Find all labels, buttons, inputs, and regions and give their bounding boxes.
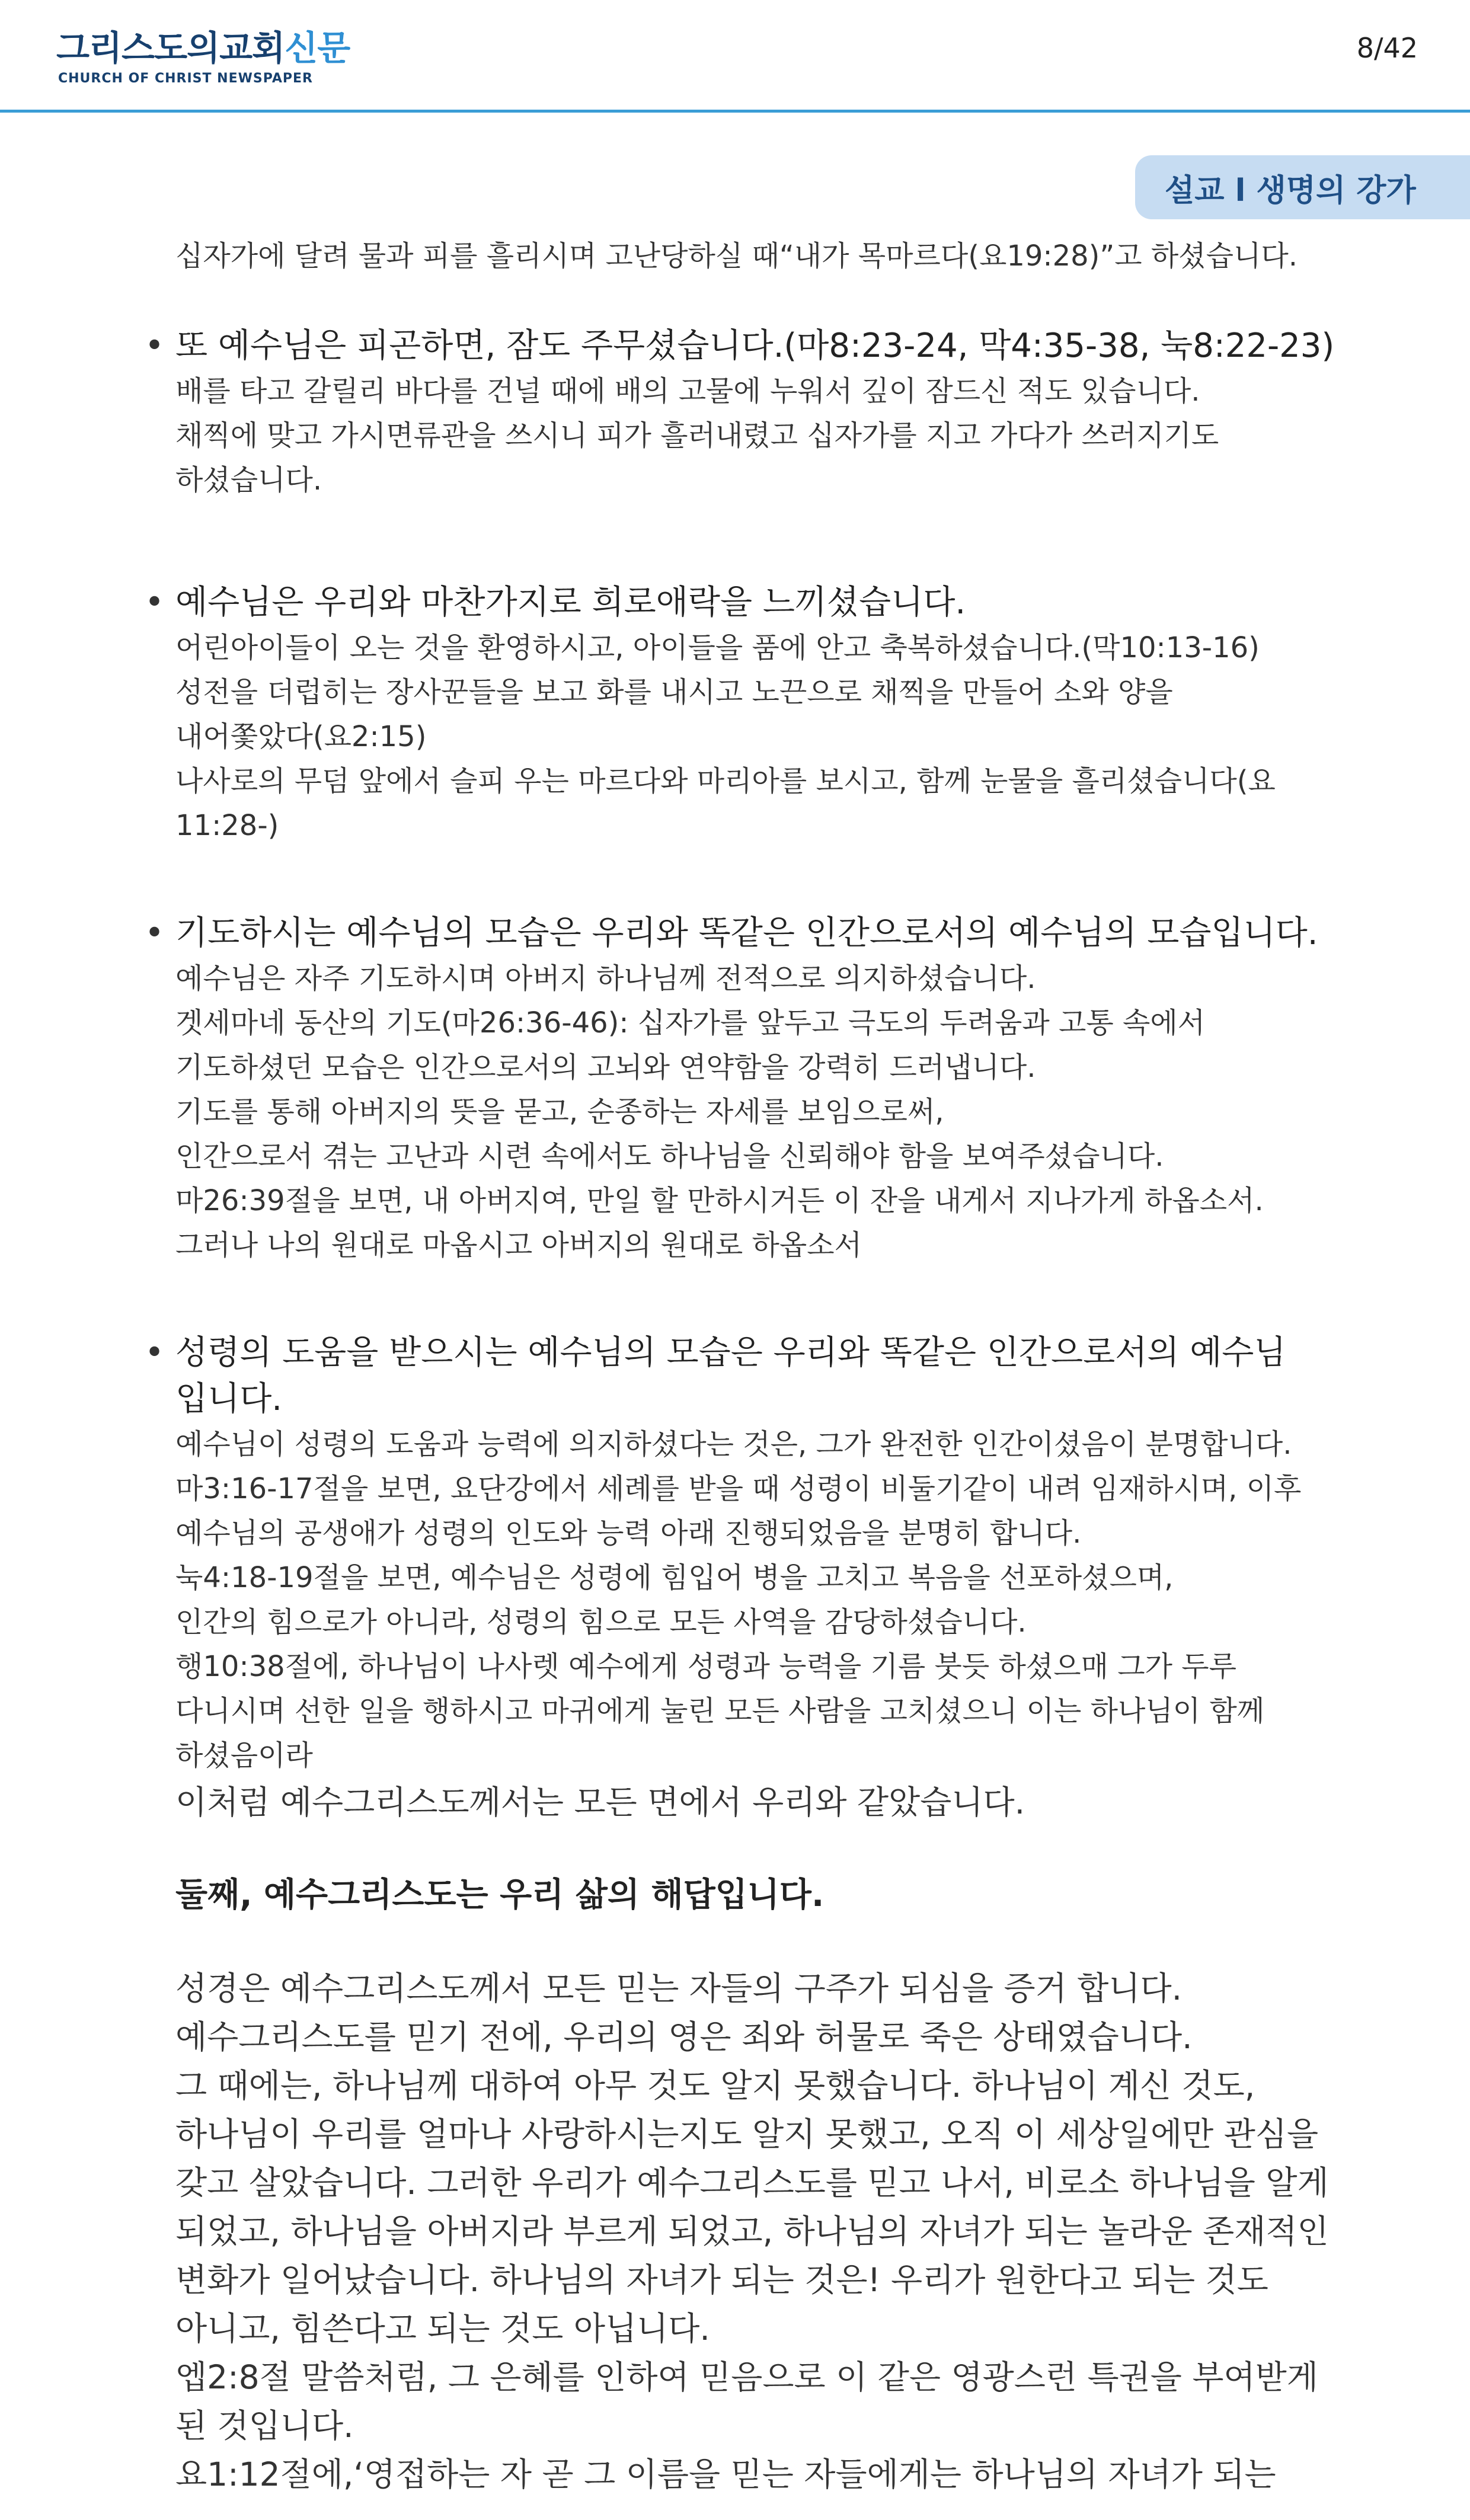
body-line: 예수그리스도를 믿기 전에, 우리의 영은 죄와 허물로 죽은 상태였습니다.: [175, 2018, 1193, 2056]
bullet-section: [175, 323, 1335, 503]
text-line: 하셨음이라: [175, 1739, 313, 1772]
bullet-heading: • 성령의 도움을 받으시는 예수님의 모습은 우리와 똑같은 인간으로서의 예수님: [175, 1330, 1302, 1376]
text-line: 행10:38절에, 하나님이 나사렛 예수에게 성령과 능력을 기름 붓듯 하셨으매 그가 두루: [175, 1650, 1236, 1683]
body-line: 아니고, 힘쓴다고 되는 것도 아닙니다.: [175, 2310, 710, 2348]
text-line: 예수님은 자주 기도하시며 아버지 하나님께 전적으로 의지하셨습니다.: [175, 962, 1036, 995]
section-heading: 둘째, 예수그리스도는 우리 삶의 해답입니다.: [175, 1876, 825, 1914]
text-line: 기도하셨던 모습은 인간으로서의 고뇌와 연약함을 강력히 드러냅니다.: [175, 1051, 1036, 1084]
newspaper-logo[interactable]: [56, 28, 350, 68]
body-line: 되었고, 하나님을 아버지라 부르게 되었고, 하나님의 자녀가 되는 놀라운 존재적인: [175, 2212, 1329, 2250]
text-line: 마26:39절을 보면, 내 아버지여, 만일 할 만하시거든 이 잔을 내게서 지나가게 하옵소서.: [175, 1184, 1264, 1217]
text-line: 그러나 나의 원대로 마옵시고 아버지의 원대로 하옵소서: [175, 1229, 862, 1262]
bullet-section: [175, 910, 1318, 1268]
text-line: 다니시며 선한 일을 행하시고 마귀에게 눌린 모든 사람을 고치셨으니 이는 하나님이 함께: [175, 1694, 1265, 1728]
text-line: 하셨습니다.: [175, 463, 322, 497]
body-line: 된 것입니다.: [175, 2407, 354, 2445]
bullet-heading-continued: 입니다.: [175, 1380, 283, 1418]
text-line: 내어쫓았다(요2:15): [175, 720, 427, 753]
body-line: 성경은 예수그리스도께서 모든 믿는 자들의 구주가 되심을 증거 합니다.: [175, 1969, 1183, 2007]
body-line: 그 때에는, 하나님께 대하여 아무 것도 알지 못했습니다. 하나님이 계신 것도,: [175, 2067, 1255, 2105]
logo-korean-accent: 신문: [285, 28, 350, 68]
body-line: 하나님이 우리를 얼마나 사랑하시는지도 알지 못했고, 오직 이 세상일에만 관심을: [175, 2115, 1319, 2153]
conclusion-line: 이처럼 예수그리스도께서는 모든 면에서 우리와 같았습니다.: [175, 1783, 1025, 1821]
body-line: 엡2:8절 말씀처럼, 그 은혜를 인하여 믿음으로 이 같은 영광스런 특권을 부여받게: [175, 2358, 1318, 2396]
text-line: 인간의 힘으로가 아니라, 성령의 힘으로 모든 사역을 감당하셨습니다.: [175, 1606, 1027, 1639]
text-line: 어린아이들이 오는 것을 환영하시고, 아이들을 품에 안고 축복하셨습니다.(막10:13-16): [175, 631, 1260, 664]
text-line: 배를 타고 갈릴리 바다를 건널 때에 배의 고물에 누워서 깊이 잠드신 적도 있습니다.: [175, 375, 1200, 408]
body-line: 갖고 살았습니다. 그러한 우리가 예수그리스도를 믿고 나서, 비로소 하나님을 알게: [175, 2164, 1329, 2202]
bullet-section: [175, 580, 1302, 848]
body-paragraph: [175, 1964, 1329, 2499]
text-line: 11:28-): [175, 809, 279, 842]
logo-korean-main: 그리스도의교회: [56, 28, 285, 68]
text-line: 눅4:18-19절을 보면, 예수님은 성령에 힘입어 병을 고치고 복음을 선포하셨으며,: [175, 1561, 1174, 1594]
text-line: 채찍에 맞고 가시면류관을 쓰시니 피가 흘러내렸고 십자가를 지고 가다가 쓰러지기도: [175, 419, 1219, 452]
article-body: [175, 234, 1335, 2499]
bullet-heading: • 기도하시는 예수님의 모습은 우리와 똑같은 인간으로서의 예수님의 모습입니다.: [175, 910, 1302, 957]
text-line: 나사로의 무덤 앞에서 슬피 우는 마르다와 마리아를 보시고, 함께 눈물을 흘리셨습니다(요: [175, 765, 1276, 798]
bullet-heading: • 예수님은 우리와 마찬가지로 희로애락을 느끼셨습니다.: [175, 580, 1302, 626]
logo-english: CHURCH OF CHRIST NEWSPAPER: [58, 71, 313, 86]
bullet-section: [175, 1330, 1302, 1778]
text-line: 성전을 더럽히는 장사꾼들을 보고 화를 내시고 노끈으로 채찍을 만들어 소와 양을: [175, 676, 1173, 709]
page-number: 8/42: [1356, 32, 1418, 64]
text-line: 예수님이 성령의 도움과 능력에 의지하셨다는 것은, 그가 완전한 인간이셨음이 분명합니다.: [175, 1428, 1292, 1461]
text-line: 겟세마네 동산의 기도(마26:36-46): 십자가를 앞두고 극도의 두려움과 고통 속에서: [175, 1006, 1206, 1040]
body-line: 변화가 일어났습니다. 하나님의 자녀가 되는 것은! 우리가 원한다고 되는 것도: [175, 2261, 1268, 2299]
text-line: 기도를 통해 아버지의 뜻을 묻고, 순종하는 자세를 보임으로써,: [175, 1095, 944, 1128]
page-header: [0, 0, 1470, 113]
text-line: 마3:16-17절을 보면, 요단강에서 세례를 받을 때 성령이 비둘기같이 내려 임재하시며, 이후: [175, 1472, 1302, 1505]
bullet-heading: • 또 예수님은 피곤하면, 잠도 주무셨습니다.(마8:23-24, 막4:35-38, 눅8:22-23): [175, 323, 1302, 369]
text-line: 예수님의 공생애가 성령의 인도와 능력 아래 진행되었음을 분명히 합니다.: [175, 1517, 1082, 1550]
continuation-line: 십자가에 달려 물과 피를 흘리시며 고난당하실 때“내가 목마르다(요19:28)”고 하셨습니다.: [175, 239, 1298, 273]
text-line: 인간으로서 겪는 고난과 시련 속에서도 하나님을 신뢰해야 함을 보여주셨습니다.: [175, 1140, 1164, 1173]
body-line: 요1:12절에,‘영접하는 자 곧 그 이름을 믿는 자들에게는 하나님의 자녀가 되는: [175, 2455, 1276, 2493]
section-tab: 설교 l 생명의 강가: [1135, 155, 1470, 219]
